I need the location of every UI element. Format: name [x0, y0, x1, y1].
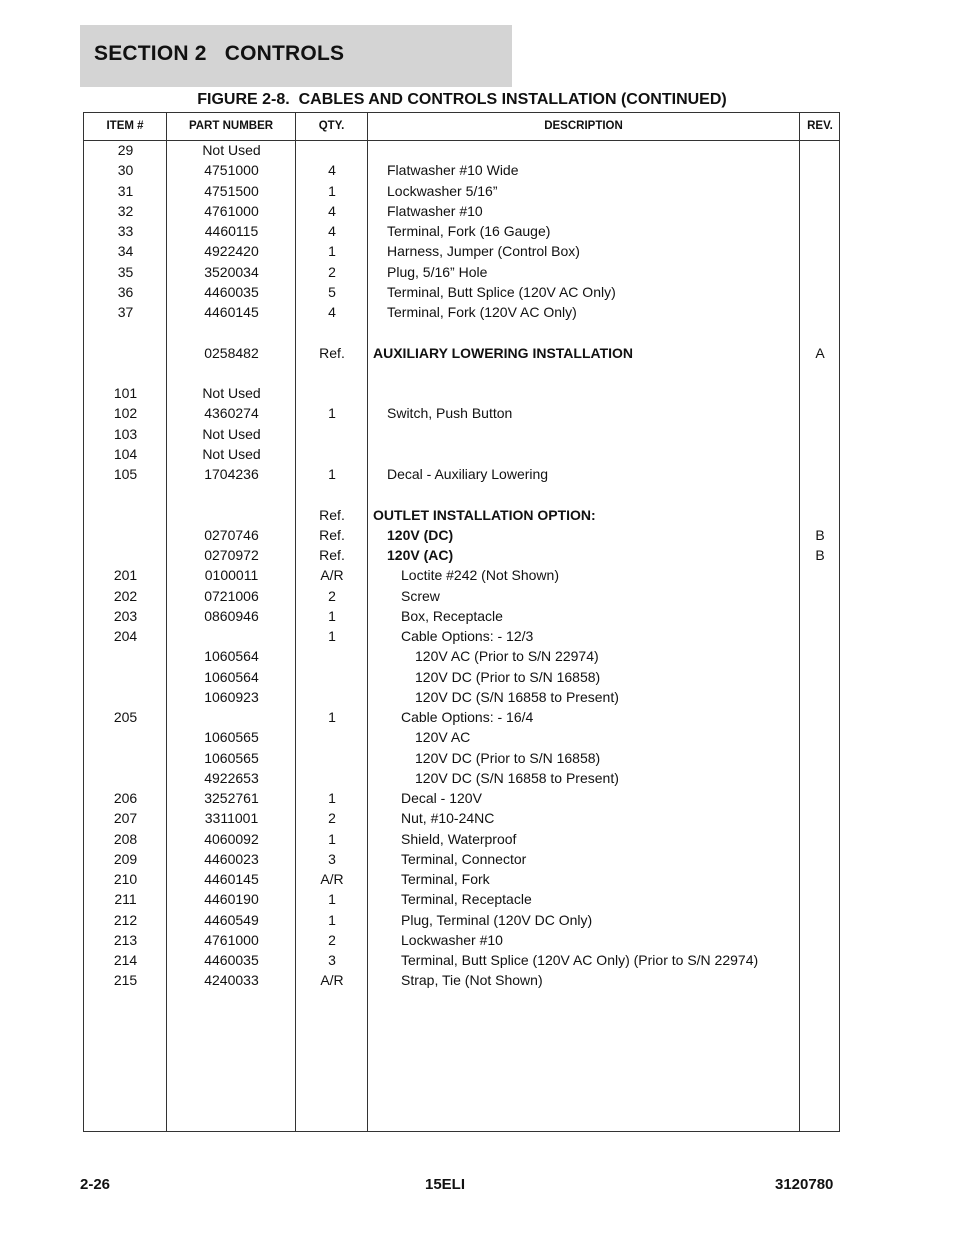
row-qty: 4 — [328, 162, 336, 179]
table-row — [84, 302, 839, 322]
table-row — [84, 565, 839, 585]
table-row — [84, 970, 839, 990]
table-row — [84, 424, 839, 444]
table-row — [84, 626, 839, 646]
row-item-number: 35 — [117, 263, 134, 280]
row-description: 120V AC (Prior to S/N 22974) — [415, 648, 599, 665]
row-rev: B — [815, 526, 825, 543]
row-item-number: 211 — [114, 891, 137, 908]
row-part-number: 4240033 — [204, 972, 259, 989]
row-part-number: 4060092 — [204, 830, 259, 847]
row-item-number: 102 — [113, 405, 138, 422]
row-qty: Ref. — [319, 506, 345, 523]
row-part-number: 4922420 — [204, 243, 259, 260]
row-part-number: 4460145 — [204, 871, 259, 887]
table-row — [84, 322, 839, 342]
table-row — [84, 505, 839, 525]
row-item-number: 206 — [113, 790, 138, 806]
row-item-number: 202 — [113, 587, 138, 604]
table-row — [84, 849, 839, 869]
row-item-number: 207 — [113, 810, 138, 827]
table-row — [84, 687, 839, 707]
row-qty: 5 — [328, 283, 336, 300]
row-qty: 2 — [328, 931, 336, 948]
table-row — [84, 667, 839, 687]
row-description: Terminal, Fork (120V AC Only) — [387, 304, 577, 320]
footer-model: 15ELI — [424, 1176, 466, 1193]
table-row — [84, 869, 839, 889]
row-qty: 1 — [328, 709, 336, 725]
row-description: Terminal, Fork — [401, 871, 490, 887]
row-qty: 4 — [328, 202, 336, 219]
row-description: Plug, 5/16” Hole — [387, 263, 488, 280]
row-item-number: 201 — [113, 567, 138, 584]
row-qty: Ref. — [319, 526, 345, 543]
row-item-number: 101 — [113, 385, 138, 401]
row-part-number: 1704236 — [204, 466, 259, 482]
figure-title: FIGURE 2-8. CABLES AND CONTROLS INSTALLATION (CONTINUED) — [197, 91, 727, 108]
row-item-number: 34 — [117, 243, 134, 260]
header-rev: REV. — [807, 120, 833, 132]
row-description: 120V DC (S/N 16858 to Present) — [415, 688, 619, 705]
row-part-number: Not Used — [202, 425, 261, 442]
row-description: 120V (AC) — [387, 547, 454, 563]
row-item-number: 204 — [113, 628, 138, 644]
row-description: Terminal, Receptacle — [401, 891, 532, 908]
row-description: Lockwasher 5/16” — [387, 182, 498, 199]
row-qty: Ref. — [319, 547, 345, 563]
row-part-number: 3252761 — [204, 790, 259, 806]
row-item-number: 208 — [113, 830, 138, 847]
table-row — [84, 343, 839, 363]
row-qty: 1 — [328, 607, 336, 624]
table-row — [84, 950, 839, 970]
row-description: OUTLET INSTALLATION OPTION: — [373, 506, 596, 523]
row-part-number: 0258482 — [204, 344, 259, 361]
row-description: Cable Options: - 12/3 — [401, 628, 534, 644]
section-title: SECTION 2 CONTROLS — [94, 42, 345, 65]
row-part-number: 0721006 — [204, 587, 259, 604]
table-row — [84, 444, 839, 464]
table-row — [84, 707, 839, 727]
row-description: Terminal, Connector — [401, 850, 527, 867]
row-qty: A/R — [320, 567, 344, 584]
row-description: Terminal, Butt Splice (120V AC Only) (Prior to S/N 22974) — [401, 952, 759, 968]
table-row — [84, 484, 839, 504]
table-row — [84, 181, 839, 201]
row-item-number: 32 — [117, 202, 134, 219]
row-description: Shield, Waterproof — [401, 830, 517, 847]
row-item-number: 36 — [117, 283, 134, 300]
table-row — [84, 383, 839, 403]
row-description: Nut, #10-24NC — [401, 810, 495, 827]
row-part-number: 4460035 — [204, 283, 259, 300]
table-row — [84, 788, 839, 808]
table-row — [84, 910, 839, 930]
row-item-number: 214 — [113, 952, 138, 968]
table-row — [84, 525, 839, 545]
row-description: Strap, Tie (Not Shown) — [401, 972, 543, 989]
row-item-number: 209 — [113, 850, 138, 867]
row-part-number: 4761000 — [204, 931, 259, 948]
header-description: DESCRIPTION — [544, 120, 623, 132]
row-part-number: 0270972 — [204, 547, 259, 563]
row-description: 120V (DC) — [387, 526, 454, 543]
header-qty: QTY. — [318, 120, 345, 132]
row-description: Decal - 120V — [401, 790, 482, 806]
table-row — [84, 464, 839, 484]
header-part-number: PART NUMBER — [188, 120, 274, 132]
row-item-number: 103 — [113, 425, 138, 442]
row-description: Terminal, Butt Splice (120V AC Only) — [387, 283, 616, 300]
row-qty: A/R — [320, 972, 344, 989]
row-description: 120V AC — [415, 729, 471, 746]
table-row — [84, 403, 839, 423]
row-part-number: 4460549 — [204, 911, 259, 928]
row-description: Harness, Jumper (Control Box) — [387, 243, 580, 260]
table-row — [84, 586, 839, 606]
row-item-number: 104 — [113, 445, 138, 462]
row-item-number: 213 — [113, 931, 138, 948]
row-part-number: Not Used — [202, 142, 261, 158]
table-row — [84, 282, 839, 302]
row-part-number: 4751000 — [204, 162, 259, 179]
table-row — [84, 889, 839, 909]
row-part-number: 4761000 — [204, 202, 259, 219]
row-part-number: 4360274 — [204, 405, 259, 422]
row-qty: 4 — [328, 304, 336, 320]
row-part-number: 1060923 — [204, 688, 259, 705]
row-part-number: 1060565 — [204, 749, 259, 766]
table-row — [84, 545, 839, 565]
row-description: Plug, Terminal (120V DC Only) — [401, 911, 593, 928]
row-part-number: 4460035 — [204, 952, 259, 968]
row-part-number: 0100011 — [204, 567, 259, 584]
row-item-number: 37 — [117, 304, 134, 320]
header-item: ITEM # — [106, 120, 144, 132]
row-description: Decal - Auxiliary Lowering — [387, 466, 549, 482]
row-part-number: 3520034 — [204, 263, 259, 280]
row-item-number: 210 — [113, 871, 138, 887]
table-row — [84, 646, 839, 666]
row-qty: 1 — [328, 830, 336, 847]
row-part-number: 0860946 — [204, 607, 259, 624]
parts-table — [83, 112, 840, 1132]
row-description: Switch, Push Button — [387, 405, 513, 422]
table-row — [84, 808, 839, 828]
row-description: Screw — [401, 587, 440, 604]
row-item-number: 215 — [113, 972, 138, 989]
table-row — [84, 221, 839, 241]
table-row — [84, 140, 839, 160]
table-row — [84, 363, 839, 383]
row-item-number: 31 — [117, 182, 134, 199]
row-description: 120V DC (S/N 16858 to Present) — [415, 769, 619, 786]
section-banner — [80, 25, 512, 87]
row-part-number: 1060564 — [204, 668, 259, 685]
row-description: Lockwasher #10 — [401, 931, 503, 948]
row-description: 120V DC (Prior to S/N 16858) — [415, 749, 601, 766]
row-part-number: 1060565 — [204, 729, 259, 746]
row-item-number: 29 — [117, 142, 134, 158]
table-row — [84, 606, 839, 626]
row-qty: 1 — [328, 405, 336, 422]
row-rev: B — [815, 547, 825, 563]
row-qty: 1 — [328, 790, 336, 806]
table-row — [84, 160, 839, 180]
row-part-number: 4460145 — [204, 304, 259, 320]
row-part-number: 0270746 — [204, 526, 259, 543]
row-part-number: 4751500 — [204, 182, 259, 199]
row-qty: 1 — [328, 628, 336, 644]
row-description: Loctite #242 (Not Shown) — [401, 567, 559, 584]
table-row — [84, 241, 839, 261]
table-row — [84, 748, 839, 768]
table-row — [84, 262, 839, 282]
row-description: Terminal, Fork (16 Gauge) — [387, 223, 551, 239]
row-description: AUXILIARY LOWERING INSTALLATION — [373, 344, 634, 361]
row-qty: 1 — [328, 466, 336, 482]
row-part-number: 4460115 — [204, 223, 259, 239]
row-description: 120V DC (Prior to S/N 16858) — [415, 668, 601, 685]
row-qty: 1 — [328, 243, 336, 260]
row-qty: 2 — [328, 810, 336, 827]
row-part-number: 1060564 — [204, 648, 259, 665]
row-qty: 2 — [328, 263, 336, 280]
table-row — [84, 727, 839, 747]
footer-doc-number: 3120780 — [775, 1176, 834, 1193]
row-item-number: 105 — [113, 466, 138, 482]
row-qty: 1 — [328, 182, 336, 199]
table-row — [84, 768, 839, 788]
row-part-number: 4460190 — [204, 891, 259, 908]
row-qty: 3 — [328, 850, 336, 867]
row-item-number: 203 — [113, 607, 138, 624]
row-qty: 2 — [328, 587, 336, 604]
row-item-number: 205 — [113, 709, 138, 725]
row-part-number: Not Used — [202, 445, 261, 462]
row-qty: A/R — [320, 871, 344, 887]
row-item-number: 30 — [117, 162, 134, 179]
row-qty: Ref. — [319, 344, 345, 361]
row-description: Flatwasher #10 Wide — [387, 162, 519, 179]
footer-page-number: 2-26 — [80, 1176, 111, 1193]
table-row — [84, 201, 839, 221]
row-part-number: 4922653 — [204, 769, 259, 786]
table-row — [84, 930, 839, 950]
table-row — [84, 829, 839, 849]
row-part-number: 3311001 — [204, 810, 259, 827]
row-rev: A — [815, 344, 825, 361]
row-qty: 1 — [328, 911, 336, 928]
row-qty: 3 — [328, 952, 336, 968]
row-description: Box, Receptacle — [401, 607, 503, 624]
row-description: Flatwasher #10 — [387, 202, 483, 219]
row-item-number: 212 — [113, 911, 138, 928]
row-qty: 4 — [328, 223, 336, 239]
row-part-number: 4460023 — [204, 850, 259, 867]
row-description: Cable Options: - 16/4 — [401, 709, 534, 725]
row-part-number: Not Used — [202, 385, 261, 401]
row-item-number: 33 — [117, 223, 134, 239]
row-qty: 1 — [328, 891, 336, 908]
